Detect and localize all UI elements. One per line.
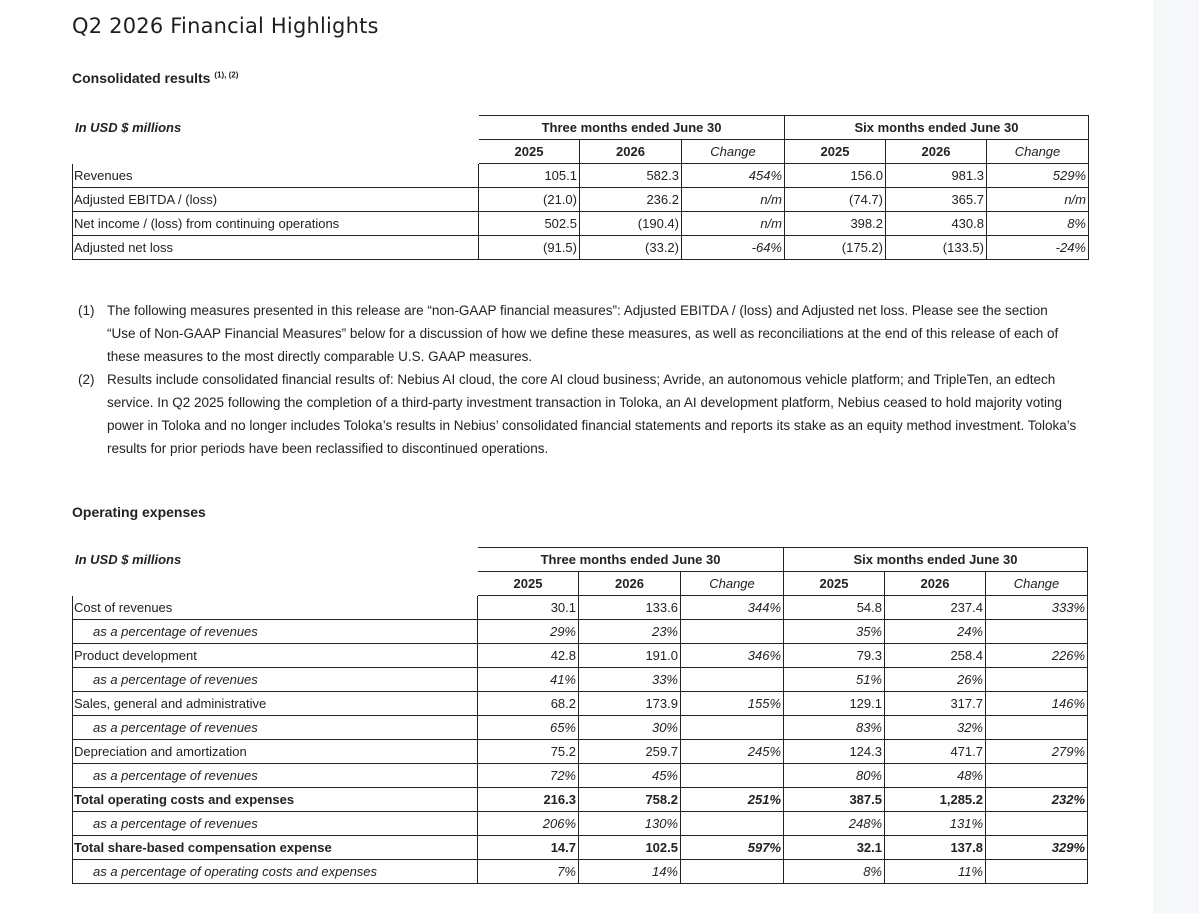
percent-cell: 24%: [885, 620, 986, 644]
year-header: 2025: [784, 572, 885, 596]
percent-cell: 8%: [784, 860, 885, 884]
three-months-header: Three months ended June 30: [478, 548, 784, 572]
percent-cell: 26%: [885, 668, 986, 692]
change-header: Change: [987, 140, 1089, 164]
row-label: as a percentage of revenues: [73, 812, 478, 836]
blank-cell: [73, 140, 479, 164]
change-header: Change: [986, 572, 1088, 596]
empty-cell: [681, 668, 784, 692]
year-header: 2025: [785, 140, 886, 164]
value-cell: 124.3: [784, 740, 885, 764]
value-cell: 430.8: [886, 212, 987, 236]
row-label: Cost of revenues: [73, 596, 478, 620]
year-header: 2025: [478, 572, 579, 596]
row-label: Sales, general and administrative: [73, 692, 478, 716]
percent-cell: 248%: [784, 812, 885, 836]
value-cell: (33.2): [580, 236, 682, 260]
percent-cell: 206%: [478, 812, 579, 836]
percentage-row: [73, 620, 1088, 644]
empty-cell: [681, 764, 784, 788]
empty-cell: [986, 716, 1088, 740]
percentage-row: [73, 860, 1088, 884]
year-header: 2026: [886, 140, 987, 164]
change-header: Change: [681, 572, 784, 596]
table-row: [73, 644, 1088, 668]
value-cell: (91.5): [479, 236, 580, 260]
row-label: as a percentage of operating costs and expenses: [73, 860, 478, 884]
total-row: [73, 788, 1088, 812]
percent-cell: 30%: [579, 716, 681, 740]
change-cell: 329%: [986, 836, 1088, 860]
year-header: 2026: [579, 572, 681, 596]
percent-cell: 83%: [784, 716, 885, 740]
change-cell: n/m: [987, 188, 1089, 212]
percentage-row: [73, 812, 1088, 836]
empty-cell: [681, 716, 784, 740]
value-cell: 129.1: [784, 692, 885, 716]
table-row: [73, 596, 1088, 620]
row-label: Adjusted EBITDA / (loss): [73, 188, 479, 212]
year-header: 2026: [580, 140, 682, 164]
year-header-row: [73, 572, 1088, 596]
value-cell: 216.3: [478, 788, 579, 812]
value-cell: (175.2): [785, 236, 886, 260]
value-cell: 259.7: [579, 740, 681, 764]
three-months-header: Three months ended June 30: [479, 116, 785, 140]
change-cell: 155%: [681, 692, 784, 716]
change-header: Change: [682, 140, 785, 164]
change-cell: -24%: [987, 236, 1089, 260]
value-cell: 54.8: [784, 596, 885, 620]
value-cell: 14.7: [478, 836, 579, 860]
value-cell: 105.1: [479, 164, 580, 188]
value-cell: 981.3: [886, 164, 987, 188]
percent-cell: 41%: [478, 668, 579, 692]
group-header-row: [73, 548, 1088, 572]
empty-cell: [986, 860, 1088, 884]
six-months-header: Six months ended June 30: [784, 548, 1088, 572]
opex-heading: Operating expenses: [72, 504, 206, 520]
value-cell: 102.5: [579, 836, 681, 860]
footnotes: [78, 299, 1078, 460]
percent-cell: 7%: [478, 860, 579, 884]
empty-cell: [986, 764, 1088, 788]
empty-cell: [681, 812, 784, 836]
value-cell: 79.3: [784, 644, 885, 668]
value-cell: (21.0): [479, 188, 580, 212]
group-header-row: [73, 116, 1089, 140]
value-cell: (190.4): [580, 212, 682, 236]
table-row: [73, 692, 1088, 716]
value-cell: 32.1: [784, 836, 885, 860]
row-label: as a percentage of revenues: [73, 620, 478, 644]
percent-cell: 35%: [784, 620, 885, 644]
table-row: [73, 164, 1089, 188]
change-cell: 279%: [986, 740, 1088, 764]
change-cell: n/m: [682, 188, 785, 212]
percentage-row: [73, 764, 1088, 788]
empty-cell: [986, 620, 1088, 644]
value-cell: 1,285.2: [885, 788, 986, 812]
percent-cell: 51%: [784, 668, 885, 692]
page-title: Q2 2026 Financial Highlights: [72, 14, 379, 38]
unit-label: In USD $ millions: [75, 551, 182, 567]
percent-cell: 29%: [478, 620, 579, 644]
percent-cell: 45%: [579, 764, 681, 788]
table-row: [73, 188, 1089, 212]
empty-cell: [986, 812, 1088, 836]
total-row: [73, 836, 1088, 860]
value-cell: 236.2: [580, 188, 682, 212]
value-cell: 398.2: [785, 212, 886, 236]
change-cell: 232%: [986, 788, 1088, 812]
year-header: 2025: [479, 140, 580, 164]
row-label: Revenues: [73, 164, 479, 188]
year-header-row: [73, 140, 1089, 164]
percent-cell: 131%: [885, 812, 986, 836]
change-cell: 346%: [681, 644, 784, 668]
percent-cell: 65%: [478, 716, 579, 740]
consolidated-results-table: [72, 115, 1089, 260]
row-label: Net income / (loss) from continuing operations: [73, 212, 479, 236]
value-cell: 237.4: [885, 596, 986, 620]
empty-cell: [681, 860, 784, 884]
value-cell: (133.5): [886, 236, 987, 260]
row-label: Total operating costs and expenses: [73, 788, 478, 812]
percent-cell: 80%: [784, 764, 885, 788]
value-cell: (74.7): [785, 188, 886, 212]
consolidated-footnote-refs: (1), (2): [214, 70, 239, 80]
value-cell: 502.5: [479, 212, 580, 236]
operating-expenses-table: [72, 547, 1088, 884]
footnote-marker: (2): [78, 372, 95, 387]
row-label: Depreciation and amortization: [73, 740, 478, 764]
row-label: Product development: [73, 644, 478, 668]
row-label: Adjusted net loss: [73, 236, 479, 260]
percent-cell: 14%: [579, 860, 681, 884]
value-cell: 75.2: [478, 740, 579, 764]
change-cell: n/m: [682, 212, 785, 236]
value-cell: 258.4: [885, 644, 986, 668]
change-cell: 344%: [681, 596, 784, 620]
row-label: as a percentage of revenues: [73, 716, 478, 740]
consolidated-heading: [72, 70, 238, 86]
value-cell: 156.0: [785, 164, 886, 188]
percentage-row: [73, 716, 1088, 740]
percent-cell: 11%: [885, 860, 986, 884]
value-cell: 582.3: [580, 164, 682, 188]
change-cell: 333%: [986, 596, 1088, 620]
change-cell: 251%: [681, 788, 784, 812]
percent-cell: 48%: [885, 764, 986, 788]
value-cell: 365.7: [886, 188, 987, 212]
table-row: [73, 236, 1089, 260]
percent-cell: 33%: [579, 668, 681, 692]
blank-cell: [73, 572, 478, 596]
change-cell: 245%: [681, 740, 784, 764]
value-cell: 42.8: [478, 644, 579, 668]
row-label: as a percentage of revenues: [73, 764, 478, 788]
change-cell: 226%: [986, 644, 1088, 668]
page-margin: [1153, 0, 1199, 913]
change-cell: 146%: [986, 692, 1088, 716]
value-cell: 191.0: [579, 644, 681, 668]
year-header: 2026: [885, 572, 986, 596]
footnote-text: Results include consolidated financial results of: Nebius AI cloud, the core AI cloud business; Avride, an autonomous vehicle platform; and TripleTen, an edtech service. In Q2 2025 following the completion of a third-party investment transaction in Toloka, an AI development platform, Nebius ceased to hold majority voting power in Toloka and no longer includes Toloka’s results in Nebius’ consolidated financial statements and reports its stake as an equity method investment. Toloka’s results for prior periods have been reclassified to discontinued operations.: [107, 372, 1077, 456]
footnote: [78, 368, 1078, 460]
value-cell: 68.2: [478, 692, 579, 716]
empty-cell: [986, 668, 1088, 692]
value-cell: 317.7: [885, 692, 986, 716]
consolidated-heading-text: Consolidated results: [72, 70, 211, 86]
footnote-marker: (1): [78, 303, 95, 318]
table-row: [73, 740, 1088, 764]
value-cell: 758.2: [579, 788, 681, 812]
row-label: as a percentage of revenues: [73, 668, 478, 692]
value-cell: 137.8: [885, 836, 986, 860]
change-cell: 597%: [681, 836, 784, 860]
percentage-row: [73, 668, 1088, 692]
value-cell: 471.7: [885, 740, 986, 764]
value-cell: 30.1: [478, 596, 579, 620]
value-cell: 173.9: [579, 692, 681, 716]
change-cell: -64%: [682, 236, 785, 260]
six-months-header: Six months ended June 30: [785, 116, 1089, 140]
percent-cell: 32%: [885, 716, 986, 740]
empty-cell: [681, 620, 784, 644]
footnote-text: The following measures presented in this release are “non-GAAP financial measures”: Adjusted EBITDA / (loss) and Adjusted net loss. Please see the section “Use of Non-GAAP Financial Measures” below for a discussion of how we define these measures, as well as reconciliations at the end of this release of each of these measures to the most directly comparable U.S. GAAP measures.: [107, 303, 1059, 364]
change-cell: 529%: [987, 164, 1089, 188]
footnote: [78, 299, 1078, 368]
value-cell: 133.6: [579, 596, 681, 620]
value-cell: 387.5: [784, 788, 885, 812]
change-cell: 8%: [987, 212, 1089, 236]
percent-cell: 72%: [478, 764, 579, 788]
percent-cell: 130%: [579, 812, 681, 836]
change-cell: 454%: [682, 164, 785, 188]
unit-label: In USD $ millions: [75, 119, 182, 135]
table-row: [73, 212, 1089, 236]
percent-cell: 23%: [579, 620, 681, 644]
row-label: Total share-based compensation expense: [73, 836, 478, 860]
